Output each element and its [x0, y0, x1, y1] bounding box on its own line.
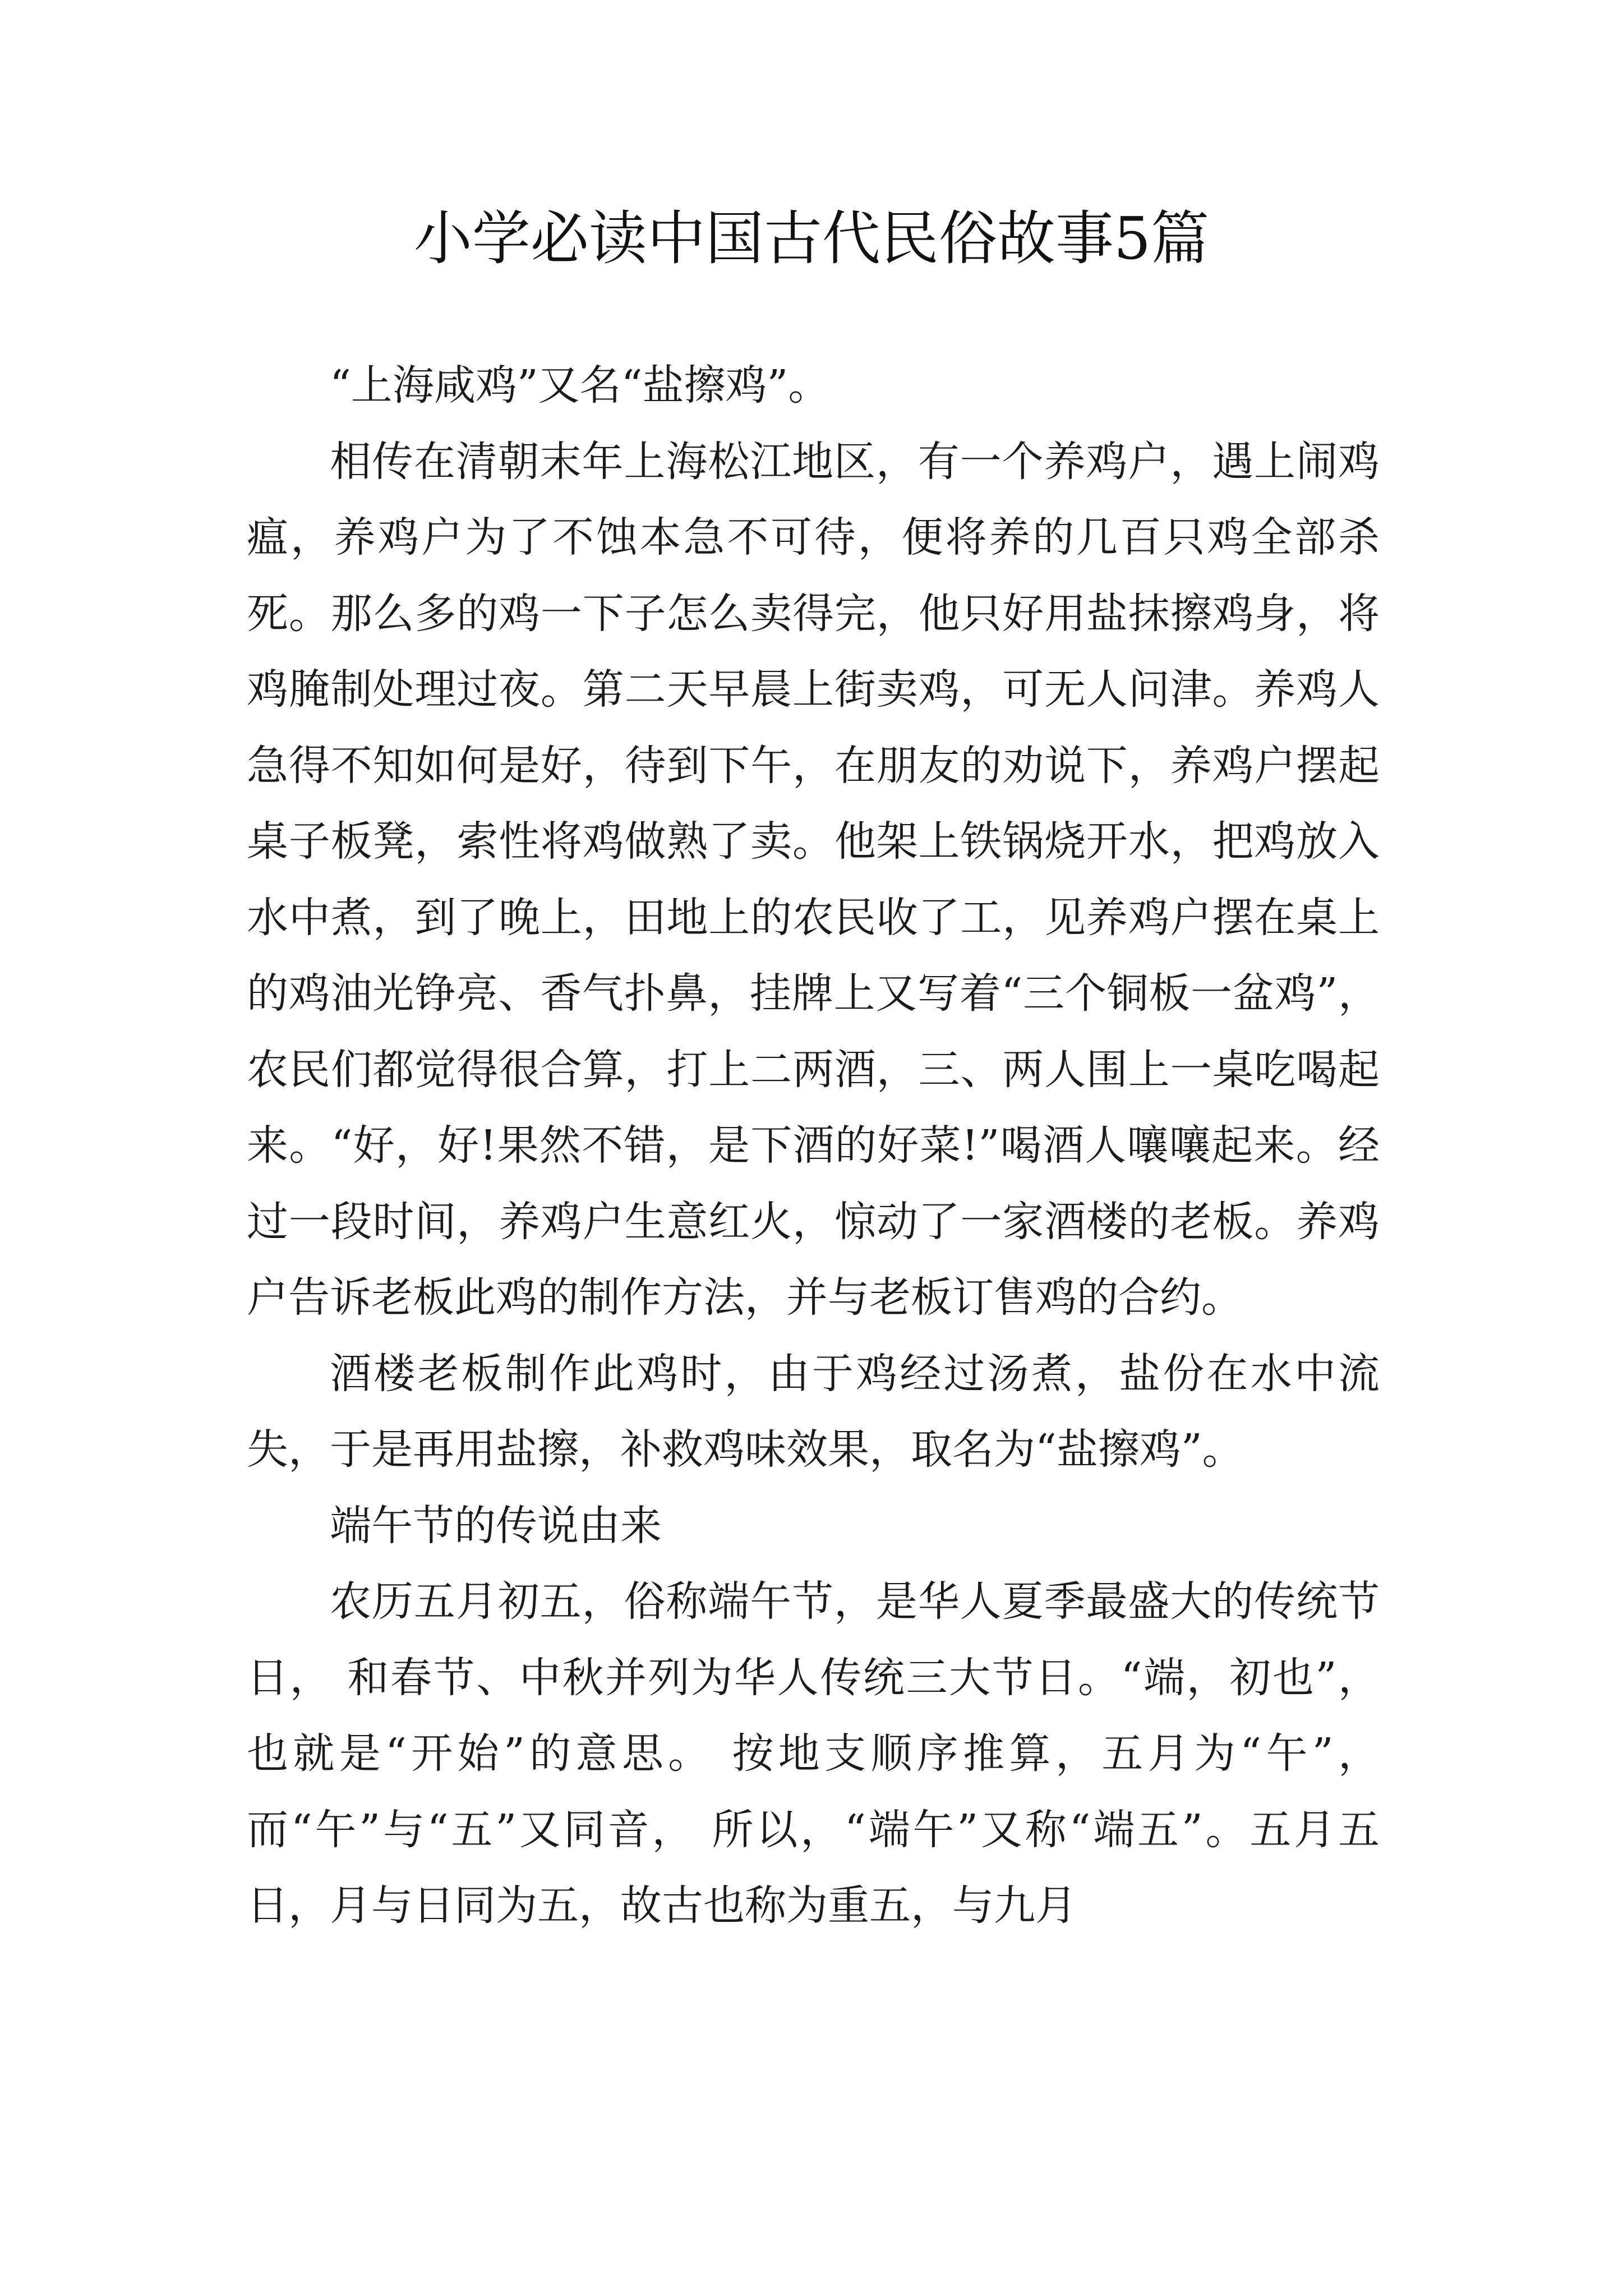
paragraph-dragon-boat: 农历五月初五，俗称端午节，是华人夏季最盛大的传统节日， 和春节、中秋并列为华人传统三大节日。“端，初也”，也就是“开始”的意思。 按地支顺序推算，五月为“午”，而“午”与“五”又同音， 所以，“端午”又称“端五”。五月五日，月与日同为五，故古也称为重五，与九月: [247, 1577, 1380, 1930]
paragraph-legend: 相传在清朝末年上海松江地区，有一个养鸡户，遇上闹鸡瘟，养鸡户为了不蚀本急不可待，便将养的几百只鸡全部杀死。那么多的鸡一下子怎么卖得完，他只好用盐抹擦鸡身，将鸡腌制处理过夜。第二天早晨上街卖鸡，可无人问津。养鸡人急得不知如何是好，待到下午，在朋友的劝说下，养鸡户摆起桌子板凳，索性将鸡做熟了卖。他架上铁锅烧开水，把鸡放入水中煮，到了晚上，田地上的农民收了工，见养鸡户摆在桌上的鸡油光铮亮、香气扑鼻，挂牌上又写着“三个铜板一盆鸡”，农民们都觉得很合算，打上二两酒，三、两人围上一桌吃喝起来。“好，好!果然不错，是下酒的好菜!”喝酒人嚷嚷起来。经过一段时间，养鸡户生意红火，惊动了一家酒楼的老板。养鸡户告诉老板此鸡的制作方法，并与老板订售鸡的合约。: [247, 437, 1380, 1322]
paragraph-restaurant: 酒楼老板制作此鸡时，由于鸡经过汤煮，盐份在水中流失，于是再用盐擦，补救鸡味效果，取名为“盐擦鸡”。: [247, 1349, 1380, 1474]
paragraph-intro: “上海咸鸡”又名“盐擦鸡”。: [330, 361, 830, 409]
section-heading-dragon-boat: 端午节的传说由来: [330, 1501, 662, 1550]
document-title: 小学必读中国古代民俗故事5篇: [413, 204, 1210, 273]
document-body: [247, 348, 1380, 1944]
